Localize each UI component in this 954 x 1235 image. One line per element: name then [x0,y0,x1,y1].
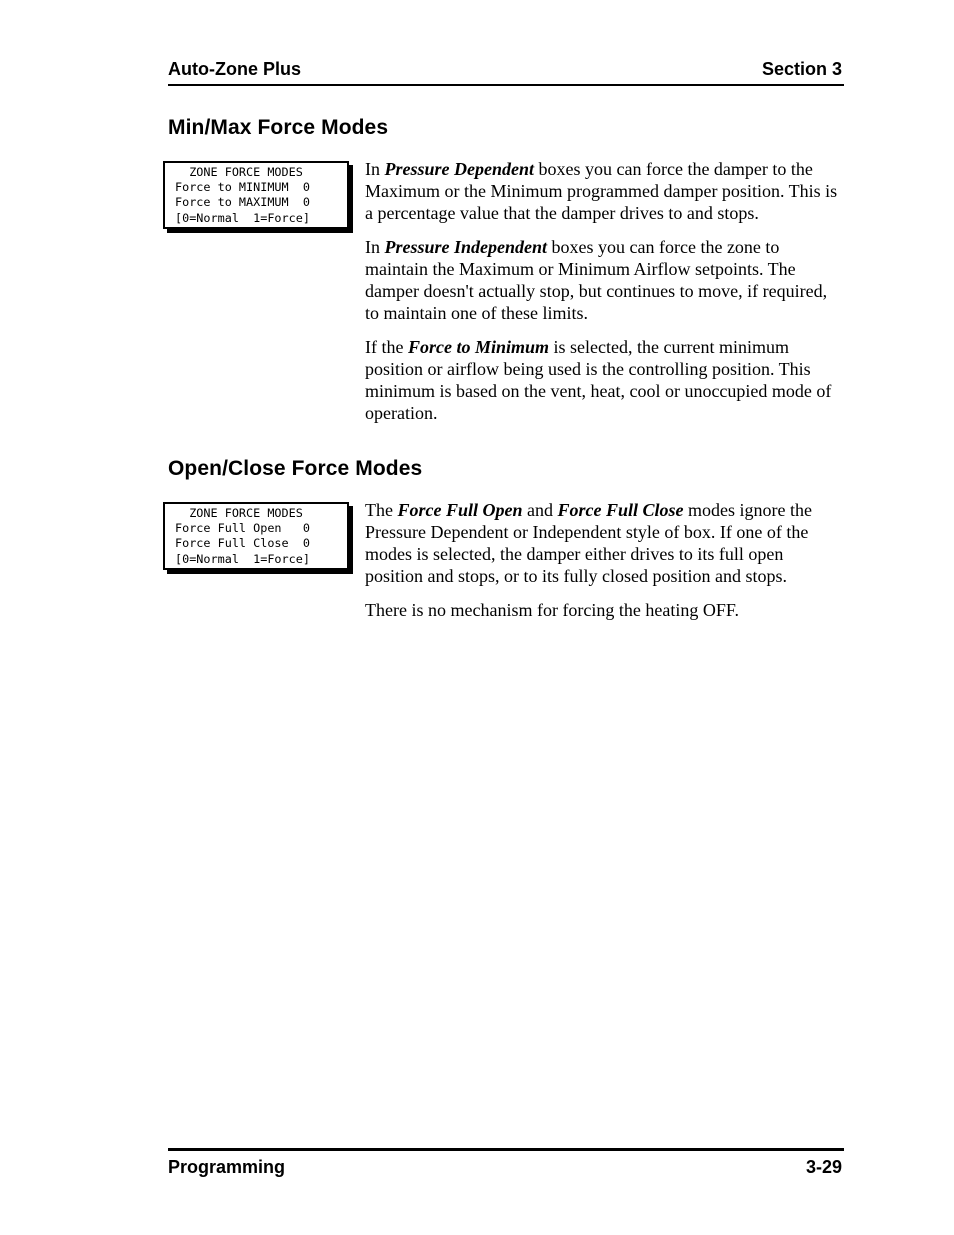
text-run: and [522,500,558,520]
text-run: If the [365,337,408,357]
page-footer [168,1148,844,1179]
lcd-line: Force to MINIMUM 0 [175,180,310,195]
emphasized-term: Pressure Independent [384,237,548,257]
body-paragraph [365,236,843,324]
text-run: boxes you can force the zone to maintain the Maximum or Minimum Airflow setpoints. The damper doesn't actually stop, but continues to move, if required, to maintain one of these limits. [365,237,828,323]
body-paragraph [365,158,843,224]
lcd-line: ZONE FORCE MODES [175,165,303,179]
header-title: Auto-Zone Plus [168,59,301,79]
text-run: The [365,500,398,520]
text-run: In [365,159,385,179]
page-header [168,58,844,86]
section-body-min-max [365,158,843,436]
lcd-line: Force Full Open 0 [175,521,310,536]
lcd-line: ZONE FORCE MODES [175,506,303,520]
section-title-min-max: Min/Max Force Modes [168,116,389,139]
section-title-open-close: Open/Close Force Modes [168,457,423,480]
page-number: 3-29 [805,1157,842,1177]
emphasized-term: Force Full Open [397,500,523,520]
lcd-line: Force to MAXIMUM 0 [175,195,310,210]
text-run: is selected, the current minimum position or airflow being used is the controlling position. This minimum is based on the vent, heat, cool or unoccupied mode of operation. [365,337,832,423]
body-paragraph [365,336,843,424]
emphasized-term: Force to Minimum [407,337,550,357]
text-run: modes ignore the Pressure Dependent or Independent style of box. If one of the modes is selected, the damper either drives to its full open position and stops, or to its fully closed position and stops. [365,500,812,586]
body-paragraph [365,499,843,587]
lcd-line: [0=Normal 1=Force] [175,551,310,566]
lcd-display-min-max [163,161,349,229]
header-section: Section 3 [761,59,842,79]
emphasized-term: Pressure Dependent [384,159,534,179]
emphasized-term: Force Full Close [557,500,684,520]
lcd-line: [0=Normal 1=Force] [175,210,310,225]
text-run: There is no mechanism for forcing the heating OFF. [365,600,739,620]
text-run: boxes you can force the damper to the Maximum or the Minimum programmed damper position. This is a percentage value that the damper drives to and stops. [365,159,838,223]
section-body-open-close [365,499,843,633]
text-run: In [365,237,385,257]
lcd-line: Force Full Close 0 [175,536,310,551]
lcd-display-open-close [163,502,349,570]
footer-chapter: Programming [168,1157,286,1177]
body-paragraph [365,599,843,621]
